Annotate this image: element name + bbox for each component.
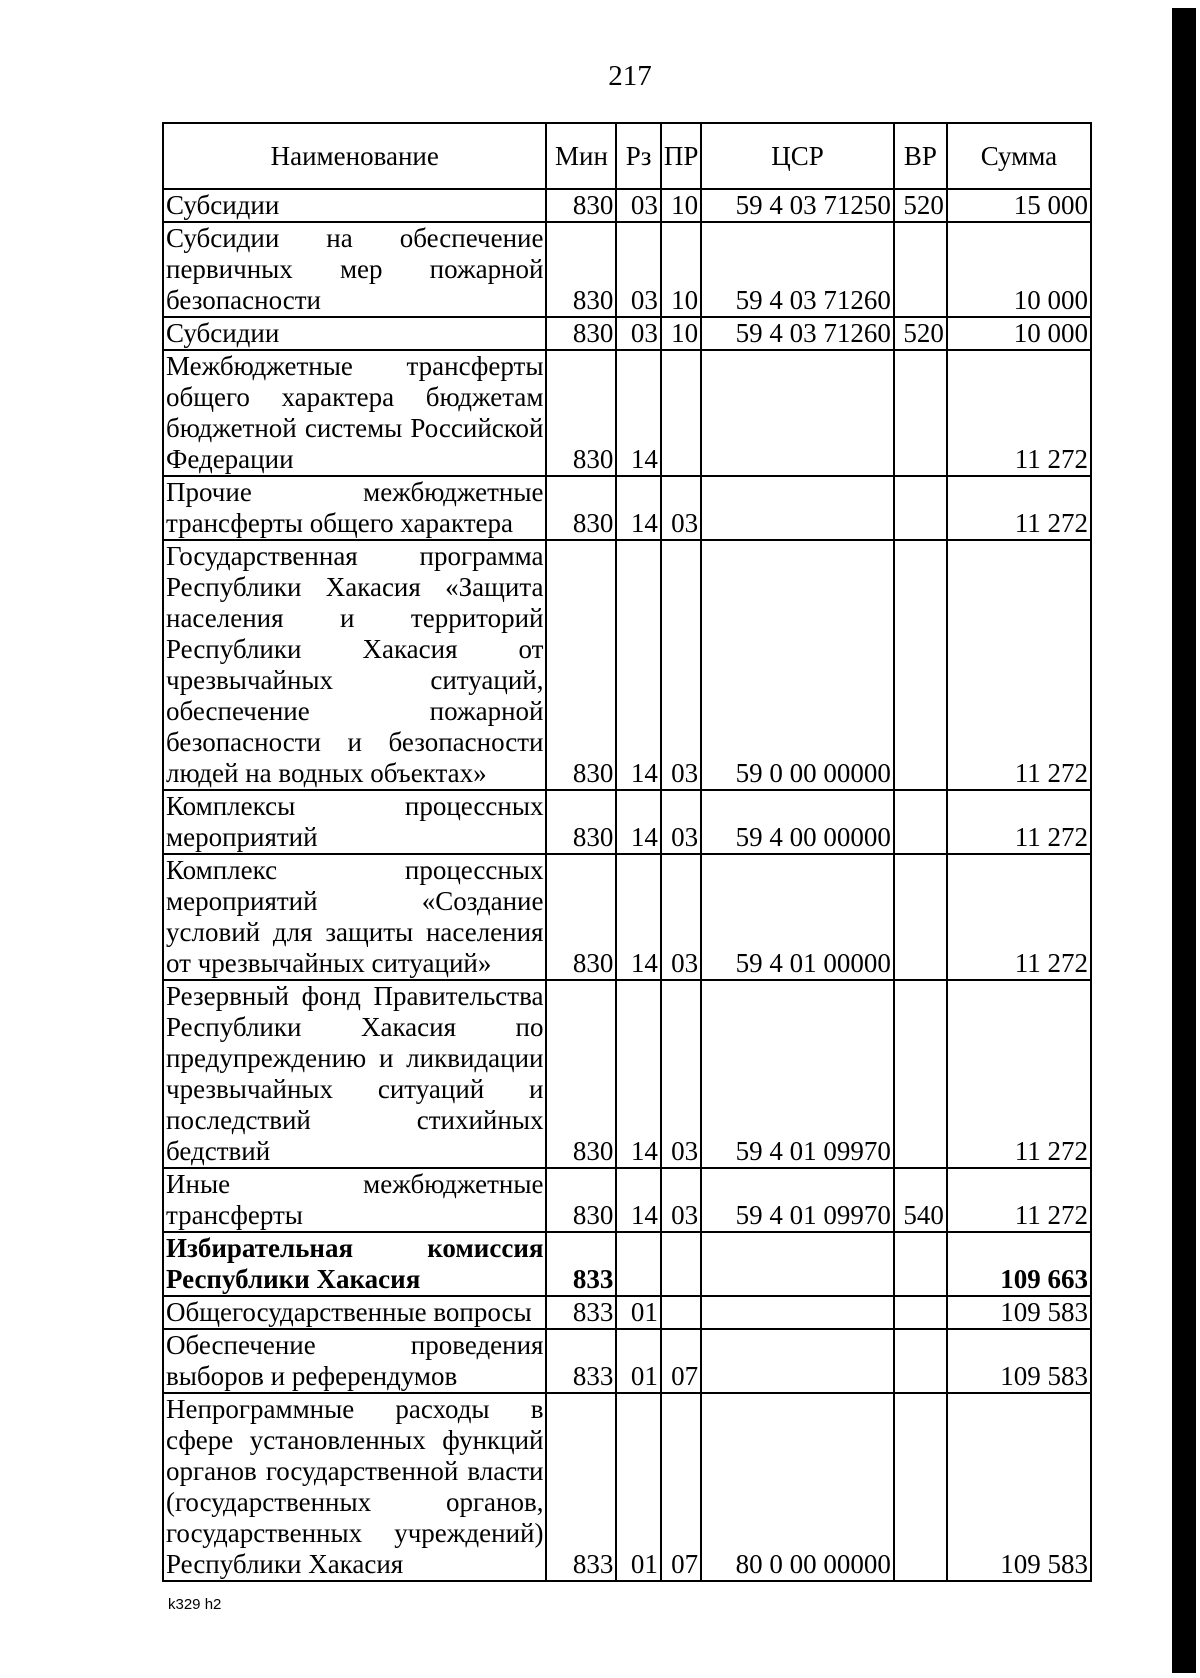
table-row: [163, 350, 1091, 476]
cell-sum: 11 272: [947, 1168, 1091, 1232]
cell-pr: [661, 350, 701, 476]
cell-vr: [894, 790, 947, 854]
cell-name: Обеспечение проведения выборов и референдумов: [163, 1329, 546, 1393]
cell-name: Государственная программа Республики Хакасия «Защита населения и территорий Республики Хакасия от чрезвычайных ситуаций, обеспечение пожарной безопасности и безопасности людей на водных объектах»: [163, 540, 546, 790]
cell-rz: 03: [616, 189, 660, 222]
table-row: [163, 1296, 1091, 1329]
cell-min: 830: [546, 854, 616, 980]
cell-rz: 03: [616, 222, 660, 317]
cell-csr: [701, 476, 894, 540]
cell-rz: 14: [616, 1168, 660, 1232]
cell-name: Субсидии на обеспечение первичных мер пожарной безопасности: [163, 222, 546, 317]
cell-vr: 540: [894, 1168, 947, 1232]
cell-name: Субсидии: [163, 189, 546, 222]
cell-pr: 03: [661, 790, 701, 854]
cell-vr: [894, 980, 947, 1168]
table-row: [163, 1168, 1091, 1232]
cell-pr: 07: [661, 1393, 701, 1581]
cell-vr: [894, 854, 947, 980]
cell-name: Комплекс процессных мероприятий «Создание условий для защиты населения от чрезвычайных ситуаций»: [163, 854, 546, 980]
cell-sum: 10 000: [947, 317, 1091, 350]
cell-name: Резервный фонд Правительства Республики Хакасия по предупреждению и ликвидации чрезвычайных ситуаций и последствий стихийных бедствий: [163, 980, 546, 1168]
cell-rz: 14: [616, 854, 660, 980]
cell-min: 830: [546, 790, 616, 854]
cell-sum: 109 663: [947, 1232, 1091, 1296]
header-pr: ПР: [661, 123, 701, 189]
cell-vr: [894, 1393, 947, 1581]
table-row: [163, 222, 1091, 317]
cell-name: Межбюджетные трансферты общего характера бюджетам бюджетной системы Российской Федерации: [163, 350, 546, 476]
table-row: [163, 540, 1091, 790]
footer-code: k329 h2: [168, 1596, 222, 1613]
scan-edge-bar: [1172, 8, 1196, 1673]
cell-min: 833: [546, 1329, 616, 1393]
cell-min: 833: [546, 1393, 616, 1581]
cell-rz: 03: [616, 317, 660, 350]
cell-csr: 59 4 03 71260: [701, 222, 894, 317]
header-rz: Рз: [616, 123, 660, 189]
cell-sum: 15 000: [947, 189, 1091, 222]
cell-min: 830: [546, 189, 616, 222]
cell-rz: 14: [616, 476, 660, 540]
cell-pr: 03: [661, 540, 701, 790]
cell-csr: 59 4 01 00000: [701, 854, 894, 980]
cell-sum: 11 272: [947, 540, 1091, 790]
cell-pr: 10: [661, 222, 701, 317]
cell-vr: 520: [894, 317, 947, 350]
cell-name: Субсидии: [163, 317, 546, 350]
budget-table: [162, 122, 1092, 1582]
table-row: [163, 1393, 1091, 1581]
cell-min: 830: [546, 222, 616, 317]
cell-min: 830: [546, 1168, 616, 1232]
cell-vr: [894, 350, 947, 476]
table-row: [163, 1232, 1091, 1296]
cell-rz: [616, 1232, 660, 1296]
cell-vr: [894, 1296, 947, 1329]
header-csr: ЦСР: [701, 123, 894, 189]
cell-csr: 59 4 01 09970: [701, 1168, 894, 1232]
page-number: 217: [608, 60, 652, 92]
cell-sum: 109 583: [947, 1296, 1091, 1329]
cell-min: 830: [546, 350, 616, 476]
cell-pr: [661, 1296, 701, 1329]
cell-rz: 14: [616, 350, 660, 476]
cell-name: Иные межбюджетные трансферты: [163, 1168, 546, 1232]
cell-vr: [894, 476, 947, 540]
cell-vr: [894, 1329, 947, 1393]
cell-name: Прочие межбюджетные трансферты общего характера: [163, 476, 546, 540]
cell-csr: 59 4 03 71260: [701, 317, 894, 350]
cell-sum: 11 272: [947, 980, 1091, 1168]
cell-rz: 14: [616, 980, 660, 1168]
table-row: [163, 1329, 1091, 1393]
cell-name: Непрограммные расходы в сфере установленных функций органов государственной власти (государственных органов, государственных учреждений) Республики Хакасия: [163, 1393, 546, 1581]
cell-pr: [661, 1232, 701, 1296]
cell-rz: 01: [616, 1393, 660, 1581]
table-row: [163, 317, 1091, 350]
cell-csr: 59 0 00 00000: [701, 540, 894, 790]
cell-sum: 109 583: [947, 1393, 1091, 1581]
cell-rz: 01: [616, 1329, 660, 1393]
cell-sum: 11 272: [947, 350, 1091, 476]
cell-rz: 14: [616, 790, 660, 854]
cell-csr: [701, 1296, 894, 1329]
cell-rz: 01: [616, 1296, 660, 1329]
cell-pr: 07: [661, 1329, 701, 1393]
cell-csr: [701, 1232, 894, 1296]
cell-sum: 11 272: [947, 476, 1091, 540]
cell-sum: 109 583: [947, 1329, 1091, 1393]
cell-name: Комплексы процессных мероприятий: [163, 790, 546, 854]
cell-sum: 10 000: [947, 222, 1091, 317]
table-header-row: [163, 123, 1091, 189]
cell-rz: 14: [616, 540, 660, 790]
cell-min: 830: [546, 476, 616, 540]
cell-csr: 59 4 01 09970: [701, 980, 894, 1168]
cell-name: Избирательная комиссия Республики Хакасия: [163, 1232, 546, 1296]
cell-sum: 11 272: [947, 854, 1091, 980]
cell-pr: 10: [661, 189, 701, 222]
cell-name: Общегосударственные вопросы: [163, 1296, 546, 1329]
table-row: [163, 854, 1091, 980]
cell-vr: [894, 222, 947, 317]
table-body: [163, 189, 1091, 1581]
cell-csr: [701, 1329, 894, 1393]
header-name: Наименование: [163, 123, 546, 189]
cell-pr: 03: [661, 980, 701, 1168]
header-min: Мин: [546, 123, 616, 189]
cell-min: 830: [546, 317, 616, 350]
table-row: [163, 980, 1091, 1168]
cell-csr: 80 0 00 00000: [701, 1393, 894, 1581]
header-sum: Сумма: [947, 123, 1091, 189]
cell-min: 830: [546, 540, 616, 790]
cell-vr: [894, 1232, 947, 1296]
cell-pr: 03: [661, 854, 701, 980]
cell-pr: 03: [661, 476, 701, 540]
table-row: [163, 476, 1091, 540]
cell-min: 833: [546, 1232, 616, 1296]
cell-vr: [894, 540, 947, 790]
cell-min: 833: [546, 1296, 616, 1329]
header-vr: ВР: [894, 123, 947, 189]
table-row: [163, 189, 1091, 222]
cell-csr: 59 4 00 00000: [701, 790, 894, 854]
cell-pr: 03: [661, 1168, 701, 1232]
cell-csr: 59 4 03 71250: [701, 189, 894, 222]
cell-vr: 520: [894, 189, 947, 222]
cell-csr: [701, 350, 894, 476]
table-row: [163, 790, 1091, 854]
cell-min: 830: [546, 980, 616, 1168]
cell-sum: 11 272: [947, 790, 1091, 854]
cell-pr: 10: [661, 317, 701, 350]
